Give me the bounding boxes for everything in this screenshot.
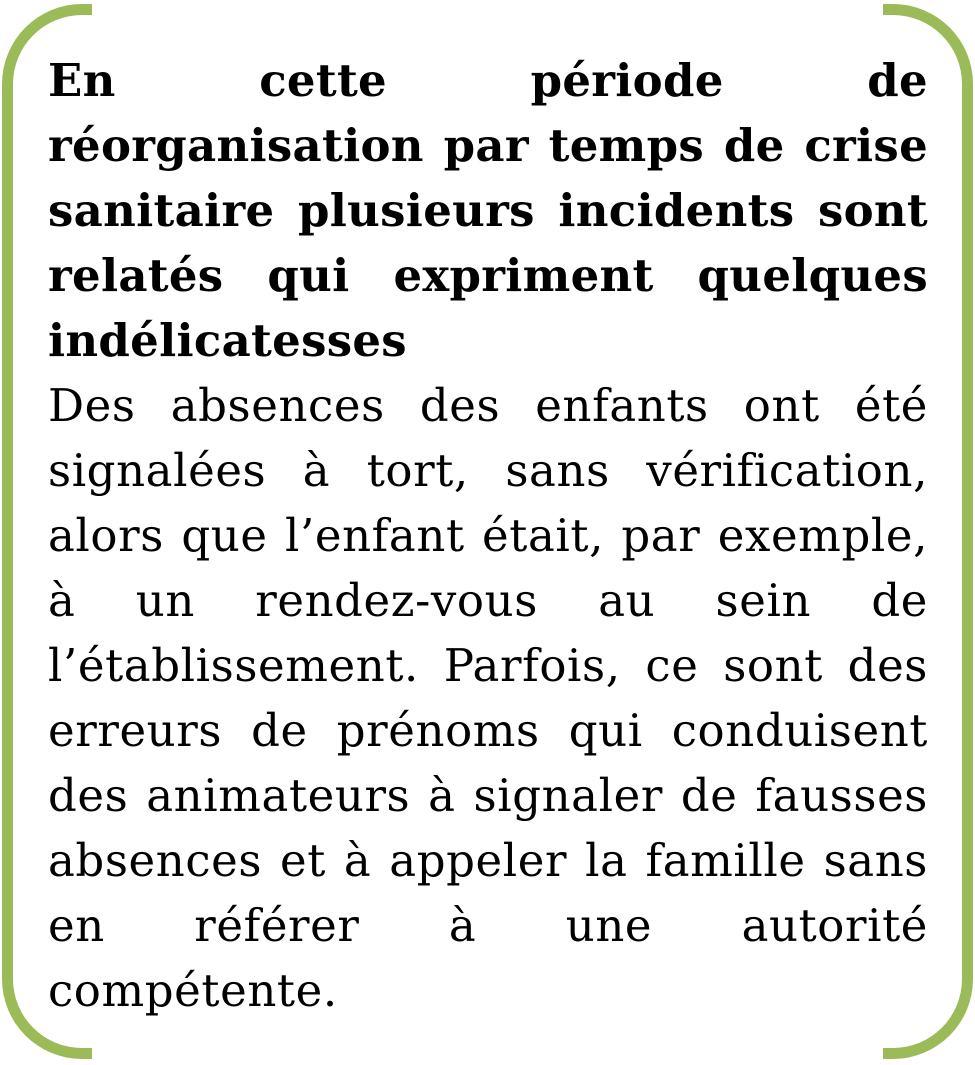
callout-heading: En cette période de réorganisation par temps de crise sanitaire plusieurs incidents sont relatés qui expriment quelques indélicatesses (48, 54, 928, 367)
callout-box (48, 48, 928, 1023)
callout-body: Des absences des enfants ont été signalées à tort, sans vérification, alors que l’enfant était, par exemple, à un rendez-vous au sein de l’établissement. Parfois, ce sont des erreurs de prénoms qui conduisent des animateurs à signaler de fausses absences et à appeler la famille sans en référer à une autorité compétente. (48, 379, 928, 1017)
